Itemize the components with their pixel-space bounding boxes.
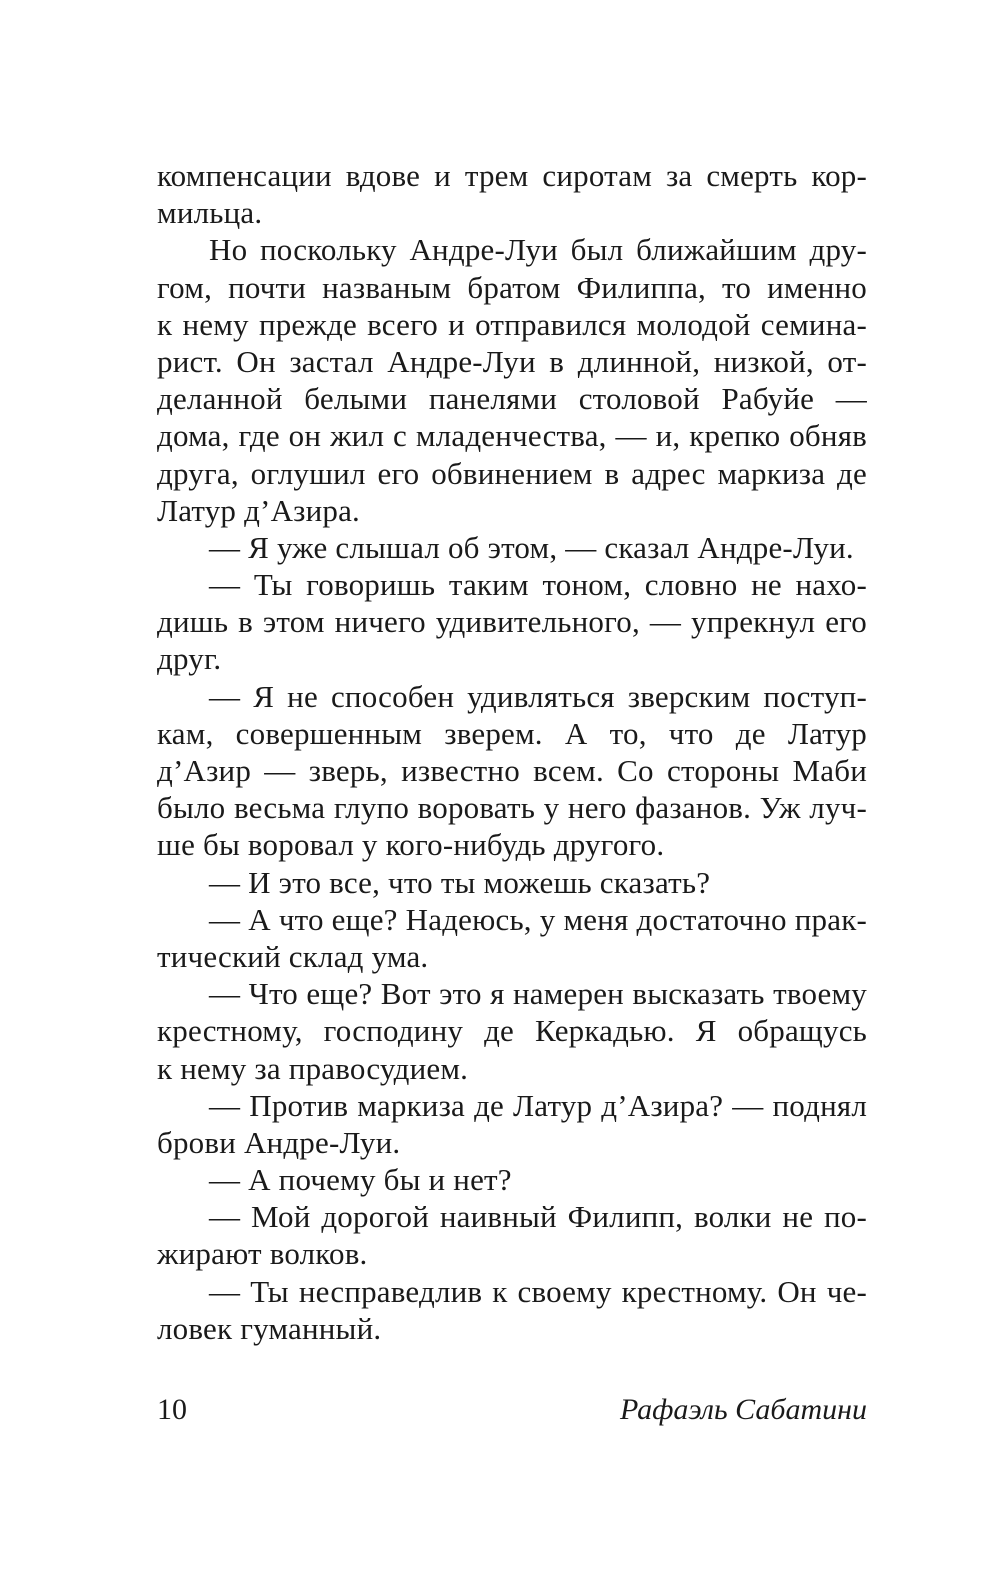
text-line: — А почему бы и нет? <box>209 1162 512 1198</box>
text-line: — Против маркиза де Латур д’Азира? — поднял <box>209 1087 867 1123</box>
text-line: друг. <box>157 641 222 677</box>
body-text <box>157 157 867 1347</box>
text-line: мильца. <box>157 195 263 231</box>
text-line: — Что еще? Вот это я намерен высказать твоему <box>209 976 867 1012</box>
text-line: брови Андре-Луи. <box>157 1124 401 1160</box>
text-line: — И это все, что ты можешь сказать? <box>209 864 711 900</box>
text-line: тический склад ума. <box>157 938 429 974</box>
text-line: ловек гуманный. <box>157 1310 382 1346</box>
text-line: рист. Он застал Андре-Луи в длинной, низкой, от- <box>157 343 867 379</box>
running-footer-author: Рафаэль Сабатини <box>619 1393 867 1426</box>
text-line: к нему за правосудием. <box>157 1050 469 1086</box>
text-line: гом, почти названым братом Филиппа, то именно <box>157 269 867 305</box>
text-line: кам, совершенным зверем. А то, что де Латур <box>157 715 867 751</box>
text-line: — Я не способен удивляться зверским поступ- <box>209 678 867 714</box>
text-line: жирают волков. <box>157 1236 368 1272</box>
text-line: — Я уже слышал об этом, — сказал Андре-Луи. <box>209 529 854 565</box>
text-line: д’Азир — зверь, известно всем. Со стороны Маби <box>157 753 867 788</box>
text-line: — А что еще? Надеюсь, у меня достаточно прак- <box>209 901 867 937</box>
text-line: — Ты несправедлив к своему крестному. Он че- <box>209 1273 867 1309</box>
text-line: крестному, господину де Керкадью. Я обращусь <box>157 1013 867 1049</box>
text-line: друга, оглушил его обвинением в адрес маркиза де <box>157 455 867 491</box>
text-line: было весьма глупо воровать у него фазанов. Уж луч- <box>157 790 867 826</box>
page-footer <box>157 1390 867 1430</box>
text-line: деланной белыми панелями столовой Рабуйе — <box>157 381 867 417</box>
text-line: дишь в этом ничего удивительного, — упрекнул его <box>157 604 867 640</box>
text-line: — Ты говоришь таким тоном, словно не нахо- <box>209 567 867 603</box>
page-number: 10 <box>157 1393 187 1426</box>
text-line: Латур д’Азира. <box>157 492 360 528</box>
text-line: Но поскольку Андре-Луи был ближайшим дру- <box>209 232 867 268</box>
text-line: к нему прежде всего и отправился молодой семина- <box>157 306 867 342</box>
text-line: компенсации вдове и трем сиротам за смерть кор- <box>157 158 867 193</box>
text-line: ше бы воровал у кого-нибудь другого. <box>157 827 665 863</box>
text-line: — Мой дорогой наивный Филипп, волки не по- <box>209 1199 867 1235</box>
text-line: дома, где он жил с младенчества, — и, крепко обняв <box>157 418 867 454</box>
